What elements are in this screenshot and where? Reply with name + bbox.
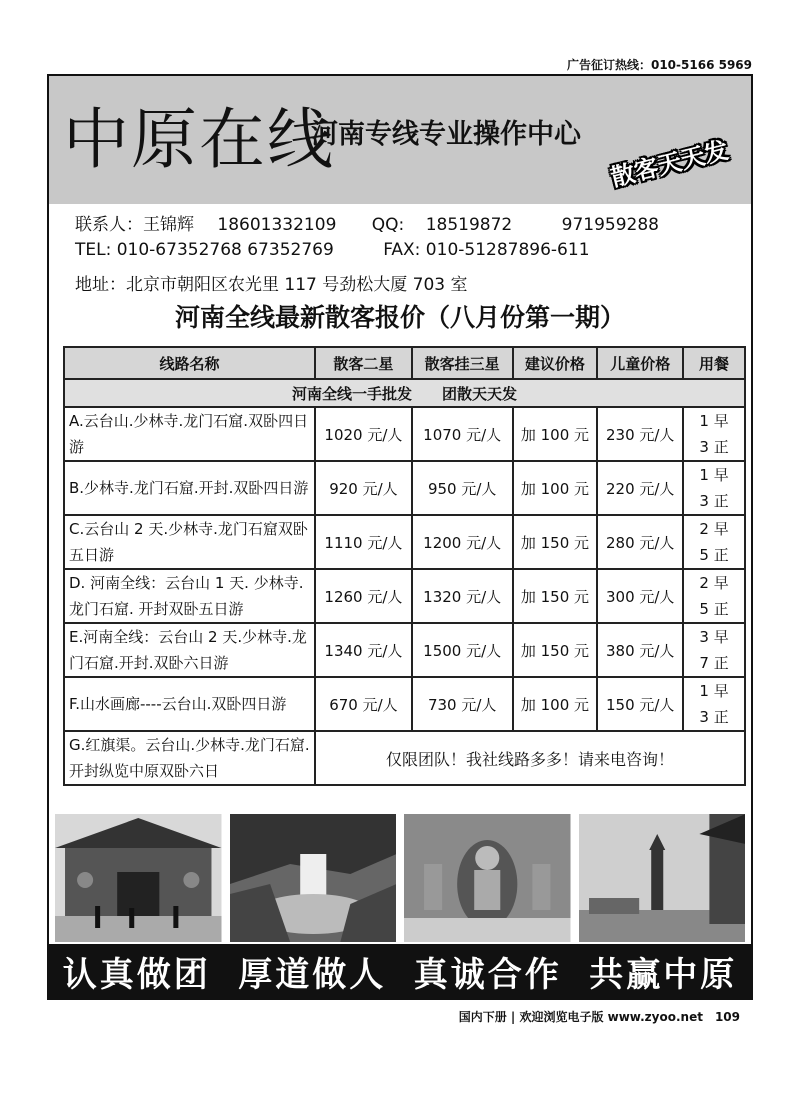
waterfall-photo [230,814,397,942]
price-two-star: 1110 元/人 [315,515,412,569]
contact-phone: 18601332109 [217,215,337,235]
header-route: 线路名称 [64,347,315,379]
qq-label: QQ: [371,215,405,235]
meal-main: 3 正 [699,492,729,510]
pagoda-photo [579,814,746,942]
meal-main: 5 正 [699,546,729,564]
meals [683,677,745,731]
table-row [64,623,745,677]
meals [683,569,745,623]
header-banner [49,76,751,204]
meal-breakfast: 2 早 [699,520,729,538]
price-two-star: 1260 元/人 [315,569,412,623]
price-child: 280 元/人 [597,515,683,569]
price-child: 230 元/人 [597,407,683,461]
route-name: G.红旗渠。云台山.少林寺.龙门石窟.开封纵览中原双卧六日 [64,731,315,785]
fax-number: FAX: 010-51287896-611 [383,240,590,260]
contact-line-2 [75,240,590,260]
header-meals: 用餐 [683,347,745,379]
header-three-star: 散客挂三星 [412,347,513,379]
header-two-star: 散客二星 [315,347,412,379]
price-two-star: 670 元/人 [315,677,412,731]
table-row [64,515,745,569]
meal-breakfast: 2 早 [699,574,729,592]
price-suggested: 加 100 元 [513,677,598,731]
header-suggested-price: 建议价格 [513,347,598,379]
meals [683,407,745,461]
price-three-star: 1320 元/人 [412,569,513,623]
group-only-note: 仅限团队！我社线路多多！请来电咨询！ [315,731,745,785]
daily-departure-stamp: 散客天天发 [608,135,732,193]
table-row [64,461,745,515]
contact-person: 联系人：王锦辉 [75,215,194,235]
price-three-star: 730 元/人 [412,677,513,731]
price-suggested: 加 100 元 [513,461,598,515]
table-row [64,677,745,731]
qq-number-2: 971959288 [561,215,659,235]
price-child: 220 元/人 [597,461,683,515]
header-child-price: 儿童价格 [597,347,683,379]
price-child: 380 元/人 [597,623,683,677]
price-three-star: 1070 元/人 [412,407,513,461]
header-subtitle: 河南专线专业操作中心 [311,119,581,150]
slogan-3: 真诚合作 [413,954,562,995]
photo-strip [55,814,745,944]
address: 地址：北京市朝阳区农光里 117 号劲松大厦 703 室 [75,275,468,295]
price-suggested: 加 150 元 [513,623,598,677]
slogan-2: 厚道做人 [238,954,387,995]
route-name: A.云台山.少林寺.龙门石窟.双卧四日游 [64,407,315,461]
ad-frame [47,74,753,1000]
price-suggested: 加 150 元 [513,569,598,623]
table-row [64,569,745,623]
grottoes-photo [404,814,571,942]
slogan-4: 共赢中原 [589,954,738,995]
meals [683,623,745,677]
meal-breakfast: 3 早 [699,628,729,646]
table-row [64,407,745,461]
contact-line-1 [75,210,659,235]
brand-logo-text: 中原在线 [63,101,335,178]
ad-hotline: 广告征订热线：010-5166 5969 [566,58,752,72]
price-two-star: 1020 元/人 [315,407,412,461]
route-name: B.少林寺.龙门石窟.开封.双卧四日游 [64,461,315,515]
meals [683,515,745,569]
meal-breakfast: 1 早 [699,682,729,700]
qq-number-1: 18519872 [425,215,513,235]
meals [683,461,745,515]
tel-numbers: TEL: 010-67352768 67352769 [75,240,334,260]
price-list-title: 河南全线最新散客报价（八月份第一期） [174,303,625,332]
group-label: 河南全线一手批发 团散天天发 [64,379,745,407]
route-name: D. 河南全线：云台山 1 天. 少林寺. 龙门石窟. 开封双卧五日游 [64,569,315,623]
slogan-1: 认真做团 [62,954,211,995]
meal-main: 7 正 [699,654,729,672]
price-child: 300 元/人 [597,569,683,623]
table-row-last [64,731,745,785]
group-row [64,379,745,407]
price-suggested: 加 100 元 [513,407,598,461]
slogan-bar [49,944,751,998]
meal-main: 3 正 [699,438,729,456]
table-header-row [64,347,745,379]
meal-breakfast: 1 早 [699,412,729,430]
price-two-star: 920 元/人 [315,461,412,515]
meal-breakfast: 1 早 [699,466,729,484]
page-footer: 国内下册 | 欢迎浏览电子版 www.zyoo.net 109 [458,1010,740,1024]
price-two-star: 1340 元/人 [315,623,412,677]
temple-gate-photo [55,814,222,942]
route-name: C.云台山 2 天.少林寺.龙门石窟双卧五日游 [64,515,315,569]
price-three-star: 1500 元/人 [412,623,513,677]
price-three-star: 1200 元/人 [412,515,513,569]
price-table [63,346,746,786]
route-name: E.河南全线：云台山 2 天.少林寺.龙门石窟.开封.双卧六日游 [64,623,315,677]
route-name: F.山水画廊----云台山.双卧四日游 [64,677,315,731]
price-child: 150 元/人 [597,677,683,731]
meal-main: 3 正 [699,708,729,726]
price-suggested: 加 150 元 [513,515,598,569]
price-three-star: 950 元/人 [412,461,513,515]
meal-main: 5 正 [699,600,729,618]
